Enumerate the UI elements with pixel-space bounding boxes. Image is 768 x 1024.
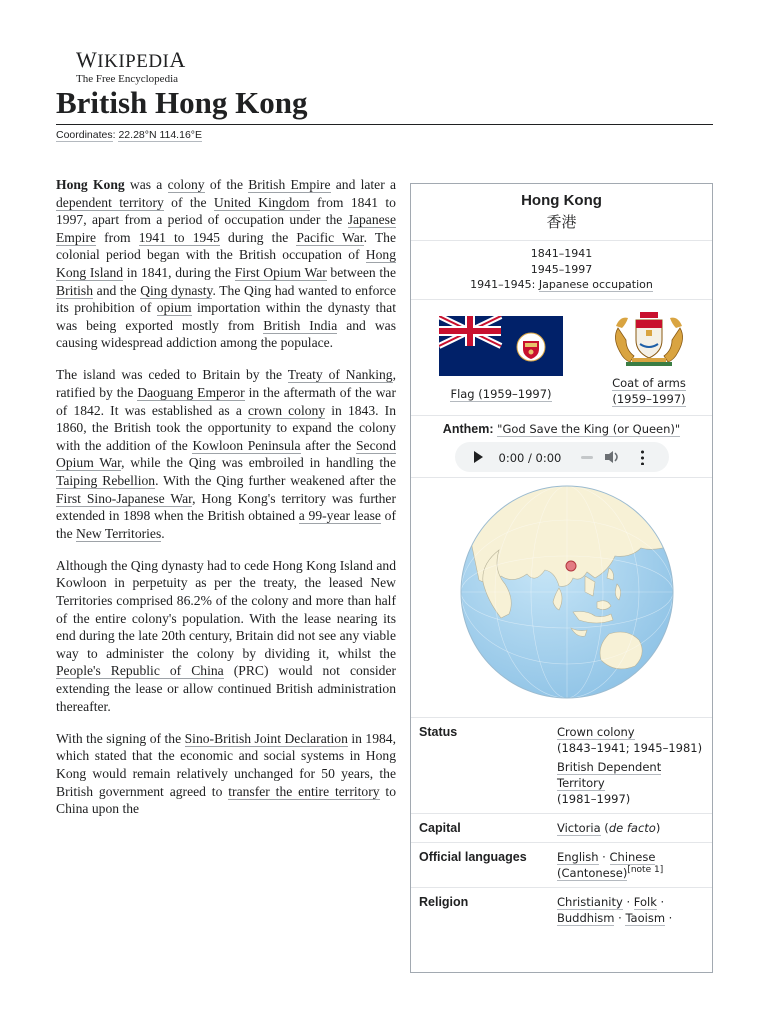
page-title: British Hong Kong — [56, 85, 308, 120]
article-text: of the — [163, 194, 214, 210]
flag-image[interactable] — [439, 316, 563, 376]
status-row — [411, 718, 712, 814]
location-map[interactable] — [411, 478, 712, 718]
chinese-link[interactable]: Chinese (Cantonese) — [557, 850, 656, 880]
audio-progress-bar[interactable] — [581, 456, 593, 459]
article-link[interactable]: New Territories — [76, 525, 162, 541]
play-icon[interactable] — [474, 451, 483, 463]
article-link[interactable]: British India — [263, 317, 338, 333]
article-link[interactable]: People's Republic of China — [56, 663, 224, 679]
article-link[interactable]: British Empire — [248, 177, 331, 192]
infobox-native-name: 香港 — [546, 213, 577, 231]
article-link[interactable]: Kowloon Peninsula — [192, 437, 301, 453]
article-link[interactable]: Sino-British Joint Declaration — [184, 730, 348, 746]
coordinates: Coordinates: 22.28°N 114.16°E — [56, 129, 202, 141]
volume-icon[interactable] — [604, 450, 620, 464]
article-body — [56, 176, 396, 832]
article-link[interactable]: First Sino-Japanese War — [56, 490, 193, 506]
years-1: 1841–1941 — [530, 247, 593, 260]
article-text: in the aftermath of the war of 1842. It was established as a — [56, 385, 396, 418]
article-text: from — [96, 229, 139, 245]
article-text: . — [161, 525, 165, 541]
wikipedia-logo[interactable] — [76, 47, 186, 85]
coa-caption[interactable]: Coat of arms — [612, 376, 686, 390]
infobox-title: Hong Kong — [521, 192, 602, 209]
crown-colony-link[interactable]: Crown colony — [557, 725, 635, 739]
more-options-icon[interactable] — [641, 449, 644, 465]
flag-block — [439, 316, 563, 402]
paragraph-4 — [56, 730, 396, 818]
article-link[interactable]: Second Opium War — [56, 437, 397, 471]
religion-key: Religion — [419, 895, 469, 909]
anthem-label: Anthem: — [442, 422, 494, 436]
coat-of-arms-block — [601, 308, 697, 407]
article-text: of the — [204, 177, 249, 192]
article-text: , Hong Kong's territory was further extended in 1898 when the British obtained — [56, 490, 396, 524]
coa-caption-years[interactable]: (1959–1997) — [612, 392, 686, 406]
article-link[interactable]: 1941 to 1945 — [138, 229, 220, 245]
article-link[interactable]: a 99-year lease — [298, 508, 381, 524]
christianity-link[interactable]: Christianity — [557, 895, 623, 909]
article-link[interactable]: colony — [167, 177, 205, 192]
article-link[interactable]: Treaty of Nanking — [287, 367, 393, 383]
article-text: . The Qing had wanted to enforce its prohibition of — [56, 282, 396, 316]
flag-caption[interactable]: Flag (1959–1997) — [450, 387, 552, 401]
logo-tagline: The Free Encyclopedia — [76, 73, 179, 85]
english-link[interactable]: English — [557, 850, 599, 864]
buddhism-link[interactable]: Buddhism — [557, 911, 615, 925]
anthem-link[interactable]: "God Save the King (or Queen)" — [497, 422, 681, 436]
article-link[interactable]: British — [56, 282, 94, 298]
article-text: from 1841 to 1997, apart from a period of occupation under the — [56, 194, 396, 228]
japanese-occupation-link[interactable]: Japanese occupation — [538, 278, 653, 291]
logo-wordmark: WIKIPEDIA — [76, 47, 186, 72]
article-link[interactable]: Pacific War — [296, 229, 364, 245]
infobox-years — [411, 241, 712, 300]
languages-row: Official languages English · Chinese (Cantonese)[note 1] — [411, 843, 712, 888]
dependent-territory-link[interactable]: British Dependent Territory — [557, 760, 662, 790]
article-text: , ratified by the — [56, 367, 396, 401]
article-link[interactable]: dependent territory — [56, 194, 164, 210]
article-text: in 1984, which stated that the economic and social systems in Hong Kong would remain relatively unchanged for 50 years, the British government agreed to — [56, 730, 396, 799]
article-text: With the signing of the — [56, 730, 185, 746]
article-link[interactable]: Taiping Rebellion — [56, 473, 156, 488]
article-text: during the — [219, 229, 297, 245]
article-link[interactable]: First Opium War — [234, 264, 327, 280]
capital-key: Capital — [419, 821, 461, 835]
status-years-1: (1843–1941; 1945–1981) — [557, 741, 703, 755]
infobox-emblems — [411, 300, 712, 416]
article-text: of the — [56, 508, 396, 541]
de-facto-label: de facto — [608, 821, 656, 835]
infobox — [410, 183, 713, 973]
article-link[interactable]: Japanese Empire — [56, 212, 396, 245]
capital-row: Capital Victoria (de facto) — [411, 814, 712, 843]
victoria-link[interactable]: Victoria — [557, 821, 601, 835]
religion-row: Religion Christianity · Folk · Buddhism · Taoism · — [419, 895, 673, 925]
article-text: to China upon the — [56, 783, 396, 817]
bold-term: Hong Kong — [56, 177, 125, 192]
article-text: . With the Qing further weakened after the — [155, 473, 396, 488]
article-link[interactable]: opium — [156, 300, 192, 316]
coat-of-arms-image[interactable] — [606, 308, 692, 370]
years-2: 1945–1997 — [530, 262, 593, 276]
globe-map-image[interactable] — [459, 484, 675, 700]
article-text: and the — [93, 282, 141, 298]
infobox-header — [411, 184, 712, 241]
article-text: and later a — [330, 177, 397, 192]
article-link[interactable]: crown colony — [248, 402, 326, 418]
infobox-anthem — [411, 416, 712, 478]
taoism-link[interactable]: Taoism — [625, 911, 666, 925]
article-link[interactable]: United Kingdom — [213, 194, 310, 210]
article-link[interactable]: Hong Kong Island — [56, 247, 396, 280]
paragraph-3 — [56, 557, 396, 715]
article-text: and was causing widespread addiction among the populace. — [56, 317, 396, 351]
status-key: Status — [419, 725, 458, 739]
article-link[interactable]: transfer the entire territory — [228, 783, 380, 799]
article-text: The island was ceded to Britain by the — [56, 367, 288, 383]
coordinates-link[interactable]: 22.28°N 114.16°E — [118, 129, 202, 141]
coordinates-label[interactable]: Coordinates — [56, 129, 113, 141]
audio-player[interactable] — [455, 442, 669, 472]
status-years-2: (1981–1997) — [557, 792, 631, 806]
paragraph-2 — [56, 366, 396, 542]
article-text: in 1843. In 1860, the British took the opportunity to expand the colony with the addition of the — [56, 402, 396, 453]
article-text: (PRC) would not consider extending the lease or allow continued British administration thereafter. — [56, 663, 397, 714]
article-link[interactable]: Qing dynasty — [140, 282, 213, 298]
article-text: was a — [124, 177, 168, 192]
languages-key: Official languages — [419, 850, 527, 864]
occupation-years: 1941–1945: Japanese occupation — [470, 278, 653, 291]
article-text: . The colonial period began with the British occupation of — [56, 229, 397, 263]
article-text: in 1841, during the — [123, 264, 235, 280]
article-text: after the — [300, 437, 356, 453]
article-text: importation within the dynasty that was being exported mostly from — [56, 300, 396, 333]
article-link[interactable]: Daoguang Emperor — [137, 385, 245, 401]
article-text: , while the Qing was embroiled in handling the — [121, 455, 396, 471]
article-text: Although the Qing dynasty had to cede Hong Kong Island and Kowloon in perpetuity as per the treaty, the leased New Territories comprised 86.2% of the colony and more than half of the entire colony's population. With the lease nearing its end during the late 20th century, Britain did not see any viable way to administer the colony by dividing it, whilst the — [56, 557, 396, 661]
title-divider — [56, 124, 713, 125]
article-text: between the — [326, 264, 396, 280]
folk-link[interactable]: Folk — [633, 895, 657, 909]
note-1-ref[interactable]: [note 1] — [627, 865, 664, 876]
paragraph-1 — [56, 176, 396, 352]
audio-time: 0:00 / 0:00 — [498, 451, 562, 465]
